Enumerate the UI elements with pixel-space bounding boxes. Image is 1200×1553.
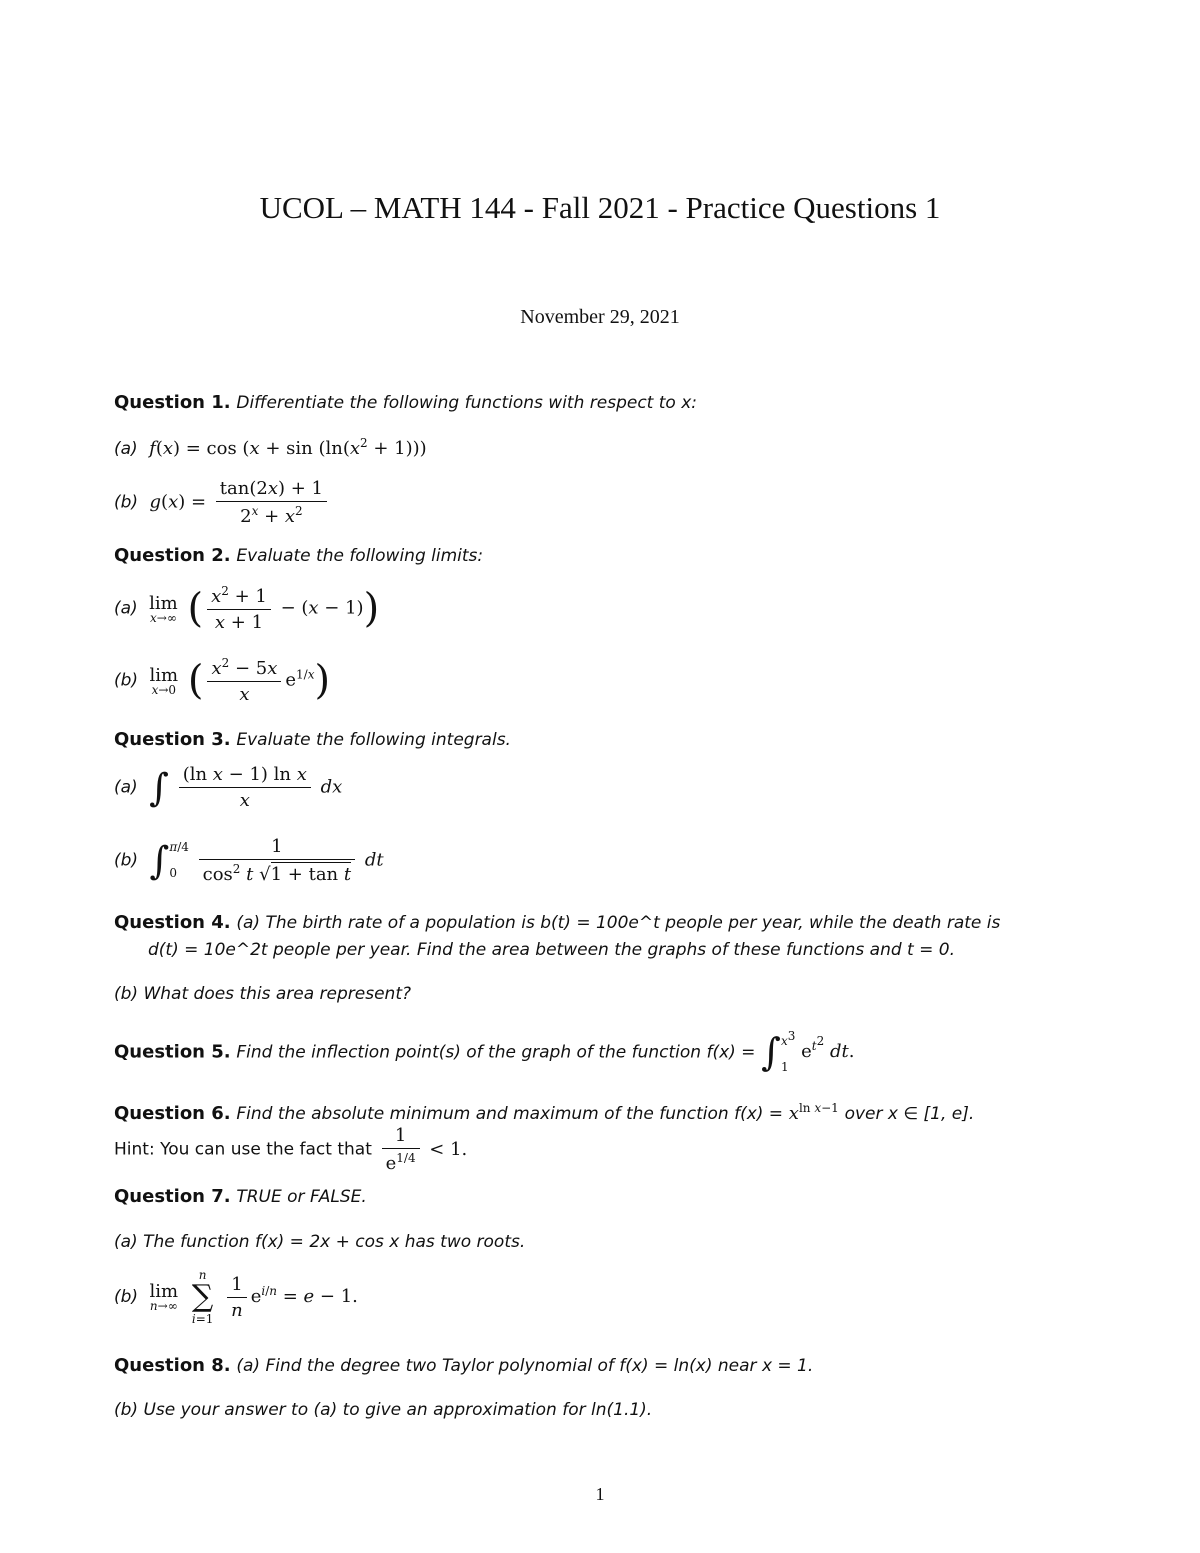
question-2a: (a) lim x→∞ ( $\frac{x^2 + 1}{x + 1}$ − (x − 1)) (114, 584, 380, 633)
question-7-label: Question 7. (114, 1186, 231, 1207)
question-4-text-b: (b) What does this area represent? (114, 984, 412, 1004)
question-8-text-b: (b) Use your answer to (a) to give an approximation for ln(1.1). (114, 1400, 653, 1420)
question-3-label: Question 3. (114, 729, 231, 750)
question-2 (114, 545, 483, 566)
page-number: 1 (595, 1484, 605, 1504)
question-4-text-a: (a) The birth rate of a population is b(t) = 100e^t people per year, while the death rate is (236, 913, 1001, 933)
document-date: November 29, 2021 (520, 306, 680, 328)
question-5: Question 5. Find the inflection point(s) of the graph of the function $f(x) = \int x^3$ 1 $e^{t^2}$ dt. (114, 1029, 855, 1075)
question-6-hint-text: Hint: You can use the fact that (114, 1139, 372, 1160)
question-3b: (b) ∫π/4 0 $\frac{1}{\cos^2 t √1 + \tan t}$ dt (114, 836, 384, 885)
question-4-continued (148, 939, 955, 960)
question-6-label: Question 6. (114, 1103, 231, 1124)
question-8b (114, 1399, 652, 1420)
question-1b: (b) g(x) = $\frac{\tan(2x) + 1}{2^x + x^2}$ (114, 478, 331, 527)
question-7-text: TRUE or FALSE. (236, 1187, 367, 1207)
question-8-text-a: (a) Find the degree two Taylor polynomial of f(x) = ln(x) near x = 1. (236, 1356, 814, 1376)
question-5-label: Question 5. (114, 1041, 231, 1063)
question-1-text: Differentiate the following functions with respect to x: (236, 393, 697, 413)
question-4b (114, 983, 411, 1004)
question-2-label: Question 2. (114, 545, 231, 566)
question-3 (114, 729, 511, 750)
question-6-text-end: over x ∈ [1, e]. (844, 1104, 975, 1124)
question-7b: (b) lim n→∞ n ∑ i=1 $\frac{1}{n}$ $e^{i/n} = e - 1$. (114, 1268, 358, 1326)
question-8 (114, 1355, 813, 1376)
question-3a: (a) ∫ $\frac{\text{(ln x − 1) ln x}}{x}$ dx (114, 764, 343, 811)
question-1 (114, 392, 697, 413)
question-8-label: Question 8. (114, 1355, 231, 1376)
question-4 (114, 912, 1000, 933)
question-7 (114, 1186, 367, 1207)
document-title: UCOL – MATH 144 - Fall 2021 - Practice Questions 1 (259, 190, 941, 225)
question-7a (114, 1231, 525, 1252)
question-4-text-a2: d(t) = 10e^2t people per year. Find the area between the graphs of these functions and t = 0. (148, 940, 955, 960)
question-7-text-a: (a) The function f(x) = 2x + cos x has two roots. (114, 1232, 526, 1252)
question-2b: (b) lim x→0 ( $\frac{x^2 - 5x}{x}$ $e^{1/x}$) (114, 656, 331, 705)
question-6: Question 6. Find the absolute minimum and maximum of the function $f(x) = x^{ln x-1}$ over x ∈ [1, e]. (114, 1101, 975, 1124)
question-2-text: Evaluate the following limits: (236, 546, 484, 566)
question-1-label: Question 1. (114, 392, 231, 413)
question-3-text: Evaluate the following integrals. (236, 730, 511, 750)
question-4-label: Question 4. (114, 912, 231, 933)
question-1a: (a) $f(x) = \cos (x + \sin (\ln(x^2 + 1)))$ (114, 436, 427, 459)
question-6-hint: Hint: You can use the fact that $\frac{1}{e^{1/4}}$ < 1. (114, 1125, 468, 1174)
question-5-text: Find the inflection point(s) of the graph of the function f(x) = (236, 1042, 756, 1063)
question-6-text: Find the absolute minimum and maximum of the function f(x) = (236, 1104, 784, 1124)
